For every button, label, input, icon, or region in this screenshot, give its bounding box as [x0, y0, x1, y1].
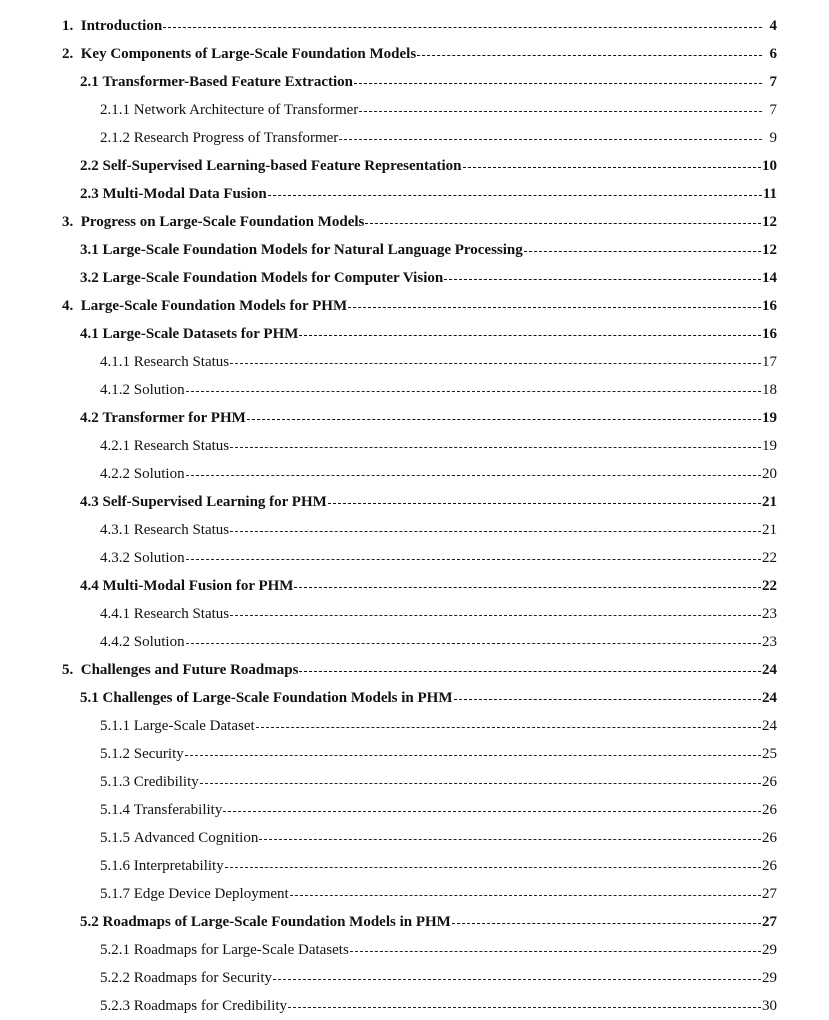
toc-title[interactable]: Large-Scale Foundation Models for PHM [80, 298, 348, 314]
toc-title[interactable]: Transformer-Based Feature Extraction [102, 74, 353, 90]
toc-number: 4.1.1 [100, 354, 134, 370]
toc-leader [454, 684, 762, 712]
toc-leader [299, 320, 761, 348]
toc-number: 5.1.4 [100, 802, 134, 818]
toc-row[interactable] [0, 376, 829, 404]
toc-leader [223, 796, 761, 824]
toc-page[interactable]: 14 [762, 270, 777, 286]
toc-title[interactable]: Large-Scale Foundation Models for Natural Language Processing [102, 242, 523, 258]
toc-page[interactable]: 22 [762, 550, 777, 566]
toc-page[interactable]: 26 [762, 802, 777, 818]
toc-title[interactable]: Large-Scale Datasets for PHM [102, 326, 299, 342]
toc-page[interactable]: 20 [762, 466, 777, 482]
toc-number: 2.1.2 [100, 130, 134, 146]
toc-title[interactable]: Multi-Modal Data Fusion [102, 186, 267, 202]
toc-row[interactable] [0, 544, 829, 572]
toc-number: 4.2 [80, 410, 103, 426]
toc-page[interactable]: 21 [762, 522, 777, 538]
toc-leader [230, 432, 761, 460]
toc-leader [354, 68, 762, 96]
toc-page[interactable]: 7 [769, 74, 777, 90]
toc-title[interactable]: Security [133, 746, 184, 762]
toc-title[interactable]: Interpretability [133, 858, 224, 874]
toc-leader [186, 544, 761, 572]
toc-title[interactable]: Introduction [80, 18, 163, 34]
toc-number: 4.4.2 [100, 634, 134, 650]
toc-title[interactable]: Research Status [133, 522, 230, 538]
toc-page[interactable]: 29 [762, 970, 777, 986]
toc-number: 5.1.1 [100, 718, 134, 734]
toc-title[interactable]: Edge Device Deployment [133, 886, 289, 902]
toc-page[interactable]: 12 [762, 214, 777, 230]
toc-page[interactable]: 26 [762, 774, 777, 790]
table-of-contents [0, 12, 829, 1020]
toc-leader [225, 852, 761, 880]
toc-title[interactable]: Research Status [133, 438, 230, 454]
toc-title[interactable]: Research Progress of Transformer [133, 130, 339, 146]
toc-page[interactable]: 26 [762, 858, 777, 874]
toc-page[interactable]: 17 [762, 354, 777, 370]
toc-number: 2. [62, 46, 81, 62]
toc-row[interactable] [0, 628, 829, 656]
toc-number: 3.2 [80, 270, 103, 286]
toc-row[interactable] [0, 712, 829, 740]
toc-row[interactable] [0, 852, 829, 880]
toc-row[interactable] [0, 40, 829, 68]
toc-page[interactable]: 25 [762, 746, 777, 762]
toc-page[interactable]: 9 [769, 130, 777, 146]
toc-row[interactable] [0, 768, 829, 796]
toc-number: 5.2.3 [100, 998, 134, 1014]
toc-page[interactable]: 16 [762, 298, 777, 314]
toc-leader [185, 740, 761, 768]
toc-leader [230, 516, 761, 544]
toc-title[interactable]: Solution [133, 550, 185, 566]
toc-title[interactable]: Progress on Large-Scale Foundation Models [80, 214, 365, 230]
toc-row[interactable] [0, 404, 829, 432]
toc-leader [186, 460, 761, 488]
toc-title[interactable]: Self-Supervised Learning for PHM [102, 494, 327, 510]
toc-number: 4. [62, 298, 81, 314]
toc-row[interactable] [0, 96, 829, 124]
toc-title[interactable]: Self-Supervised Learning-based Feature Representation [102, 158, 462, 174]
toc-leader [294, 572, 761, 600]
toc-number: 4.3.2 [100, 550, 134, 566]
toc-row[interactable] [0, 68, 829, 96]
toc-leader [273, 964, 761, 992]
toc-leader [524, 236, 761, 264]
toc-leader [365, 208, 761, 236]
toc-number: 5.1.6 [100, 858, 134, 874]
toc-row[interactable] [0, 740, 829, 768]
toc-page[interactable]: 26 [762, 830, 777, 846]
toc-number: 5. [62, 662, 81, 678]
toc-page[interactable]: 29 [762, 942, 777, 958]
toc-page[interactable]: 16 [762, 326, 777, 342]
toc-page[interactable]: 24 [762, 718, 777, 734]
toc-title[interactable]: Transferability [133, 802, 223, 818]
toc-number: 4.2.1 [100, 438, 134, 454]
toc-title[interactable]: Research Status [133, 354, 230, 370]
toc-number: 5.1.7 [100, 886, 134, 902]
toc-leader [288, 992, 761, 1020]
toc-leader [163, 12, 762, 40]
toc-number: 4.3.1 [100, 522, 134, 538]
toc-leader [348, 292, 761, 320]
toc-number: 2.1 [80, 74, 103, 90]
toc-number: 4.4.1 [100, 606, 134, 622]
toc-number: 3. [62, 214, 81, 230]
toc-leader [463, 152, 761, 180]
toc-title[interactable]: Multi-Modal Fusion for PHM [102, 578, 294, 594]
toc-number: 5.1 [80, 690, 103, 706]
toc-number: 4.1 [80, 326, 103, 342]
toc-leader [230, 348, 761, 376]
toc-page[interactable]: 24 [762, 662, 777, 678]
toc-number: 5.1.2 [100, 746, 134, 762]
toc-page[interactable]: 24 [762, 690, 777, 706]
toc-page[interactable]: 30 [762, 998, 777, 1014]
toc-page[interactable]: 19 [762, 438, 777, 454]
toc-number: 3.1 [80, 242, 103, 258]
toc-row[interactable] [0, 824, 829, 852]
toc-row[interactable] [0, 908, 829, 936]
toc-title[interactable]: Transformer for PHM [102, 410, 246, 426]
toc-page[interactable]: 23 [762, 606, 777, 622]
toc-row[interactable] [0, 292, 829, 320]
toc-title[interactable]: Roadmaps of Large-Scale Foundation Models in PHM [102, 914, 451, 930]
toc-row[interactable] [0, 320, 829, 348]
toc-number: 5.2.2 [100, 970, 134, 986]
toc-title[interactable]: Research Status [133, 606, 230, 622]
toc-number: 4.3 [80, 494, 103, 510]
toc-leader [444, 264, 761, 292]
toc-row[interactable] [0, 12, 829, 40]
toc-title[interactable]: Credibility [133, 774, 199, 790]
toc-row[interactable] [0, 600, 829, 628]
toc-number: 4.4 [80, 578, 103, 594]
toc-page[interactable]: 21 [762, 494, 777, 510]
toc-page[interactable]: 11 [762, 186, 777, 202]
toc-number: 2.1.1 [100, 102, 134, 118]
toc-leader [247, 404, 761, 432]
toc-page[interactable]: 18 [762, 382, 777, 398]
toc-leader [452, 908, 761, 936]
toc-number: 5.1.3 [100, 774, 134, 790]
toc-number: 4.2.2 [100, 466, 134, 482]
toc-title[interactable]: Challenges of Large-Scale Foundation Models in PHM [102, 690, 453, 706]
toc-page[interactable]: 4 [769, 18, 777, 34]
toc-page[interactable]: 22 [762, 578, 777, 594]
toc-number: 2.2 [80, 158, 103, 174]
toc-leader [268, 180, 762, 208]
toc-number: 4.1.2 [100, 382, 134, 398]
toc-row[interactable] [0, 124, 829, 152]
toc-row[interactable] [0, 656, 829, 684]
toc-row[interactable] [0, 180, 829, 208]
toc-row[interactable] [0, 348, 829, 376]
toc-title[interactable]: Network Architecture of Transformer [133, 102, 359, 118]
toc-title[interactable]: Solution [133, 466, 185, 482]
toc-page[interactable]: 6 [769, 46, 777, 62]
toc-leader [328, 488, 761, 516]
toc-title[interactable]: Large-Scale Foundation Models for Computer Vision [102, 270, 444, 286]
toc-leader [259, 824, 761, 852]
toc-page[interactable]: 7 [769, 102, 777, 118]
toc-title[interactable]: Key Components of Large-Scale Foundation Models [80, 46, 417, 62]
toc-leader [186, 628, 761, 656]
toc-page[interactable]: 23 [762, 634, 777, 650]
toc-row[interactable] [0, 684, 829, 712]
toc-page[interactable]: 27 [762, 886, 777, 902]
toc-number: 5.2.1 [100, 942, 134, 958]
toc-title[interactable]: Advanced Cognition [133, 830, 259, 846]
toc-leader [299, 656, 761, 684]
toc-title[interactable]: Roadmaps for Credibility [133, 998, 288, 1014]
toc-title[interactable]: Roadmaps for Large-Scale Datasets [133, 942, 349, 958]
toc-row[interactable] [0, 992, 829, 1020]
toc-row[interactable] [0, 572, 829, 600]
toc-row[interactable] [0, 964, 829, 992]
toc-title[interactable]: Large-Scale Dataset [133, 718, 255, 734]
toc-leader [290, 880, 761, 908]
toc-row[interactable] [0, 936, 829, 964]
toc-title[interactable]: Challenges and Future Roadmaps [80, 662, 299, 678]
toc-leader [339, 124, 762, 152]
toc-leader [417, 40, 762, 68]
toc-row[interactable] [0, 152, 829, 180]
toc-title[interactable]: Solution [133, 634, 185, 650]
toc-page[interactable]: 12 [762, 242, 777, 258]
toc-row[interactable] [0, 264, 829, 292]
toc-row[interactable] [0, 432, 829, 460]
toc-number: 2.3 [80, 186, 103, 202]
toc-row[interactable] [0, 460, 829, 488]
toc-title[interactable]: Solution [133, 382, 185, 398]
toc-leader [350, 936, 761, 964]
toc-title[interactable]: Roadmaps for Security [133, 970, 273, 986]
toc-row[interactable] [0, 236, 829, 264]
toc-leader [256, 712, 761, 740]
toc-number: 1. [62, 18, 81, 34]
toc-page[interactable]: 27 [762, 914, 777, 930]
toc-leader [200, 768, 761, 796]
toc-number: 5.2 [80, 914, 103, 930]
toc-leader [186, 376, 761, 404]
toc-row[interactable] [0, 488, 829, 516]
toc-leader [359, 96, 762, 124]
toc-page[interactable]: 19 [762, 410, 777, 426]
toc-row[interactable] [0, 208, 829, 236]
toc-row[interactable] [0, 516, 829, 544]
toc-number: 5.1.5 [100, 830, 134, 846]
toc-row[interactable] [0, 880, 829, 908]
toc-page[interactable]: 10 [762, 158, 777, 174]
toc-leader [230, 600, 761, 628]
toc-row[interactable] [0, 796, 829, 824]
